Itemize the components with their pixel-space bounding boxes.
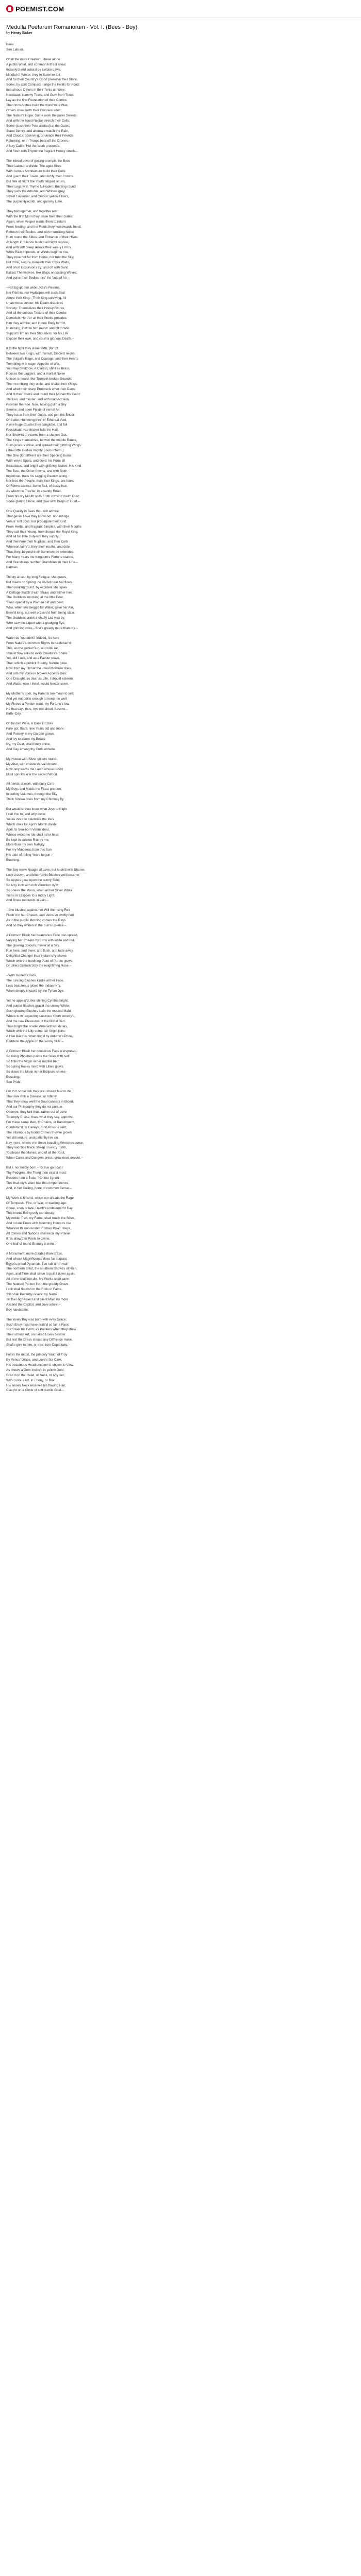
poem-line: Between two Kings, with Tumult, Discord reigns: (6, 351, 76, 355)
poem-line: Some (such their Post allotted) at the Gates, (6, 124, 70, 128)
poem-line: Narcissus' clammy Tears, and Gum from Trees, (6, 93, 75, 97)
poem-stanza (6, 42, 355, 53)
poem-line: Should flow alike to ev'ry Creature's Share. (6, 651, 69, 655)
poem-line: Unison is heard, like Trumpet-broken Sounds: (6, 377, 72, 381)
poem-line: --She blush'd; against her Will the rising Red (6, 908, 71, 912)
poem-line: Whose welcome Ide shall ne'er hear, (6, 833, 59, 837)
poem-line: When Cares and Dangers press, grow most devout.-- (6, 1156, 84, 1160)
poem-line: So shews the Moon, when all her Silver White (6, 888, 73, 892)
author-link[interactable]: Henry Baker (11, 31, 32, 35)
poem-line: The purple Hyacinth, and gummy Lime. (6, 200, 63, 204)
poem-line: They sacrifice black Sheep on ev'ry Tomb, (6, 1146, 67, 1150)
poem-stanza (6, 691, 355, 717)
poem-line: The Boy knew Nought of Love, but hush'd with Shame, (6, 868, 86, 872)
poem-line: Thirsty at last, by long Fatigue, she grows, (6, 575, 67, 579)
poem-line: A lazy Cattle: Hot the Work proceeds: (6, 144, 60, 148)
poem-line: So down the Moon in her Eclipses shows-- (6, 1070, 68, 1074)
poem-line: Come, soon or late, Death's undetermin'd Day, (6, 1206, 74, 1210)
poem-line: With curious Art, in Ebony, or Box: (6, 1378, 56, 1382)
poem-line: Whereon,fairly'd, they their Youths, and dole; (6, 545, 71, 549)
poem-line: See Labour. (6, 47, 24, 52)
poem-body (6, 42, 355, 1393)
poem-line: Stand Sentry, and alternate watch the Rain, (6, 129, 69, 133)
poem-line: That they know well the Soul consists in Blood, (6, 1100, 74, 1104)
poem-line: Sweet Lavender, and Crocus' yellow Flow'r, (6, 195, 69, 199)
poem-line: A public Weal, and common Int'rest know, (6, 62, 67, 66)
poem-line: My House with Silver glitters round: (6, 757, 57, 761)
byline-prefix: by (6, 31, 11, 35)
poem-line: Precipitate: Nor thicker falls the Hail, (6, 428, 59, 432)
poem-line: The Vulgar's Rage, and Courage, and their Hearts (6, 357, 78, 361)
poem-line: So spring Roses mix'd with Lillies glows (6, 1064, 63, 1069)
poem-line: My Altar, with chaste Vervain bound, (6, 762, 59, 766)
poem-line: Which with the Lilly some fair Virgin joins: (6, 1029, 66, 1033)
poem-line: His date of rolling Years begun.-- (6, 853, 54, 857)
poem-line: Observe, they talk thus, rather out of Love (6, 1110, 67, 1114)
poem-line: And whose Magnificence does far surpass (6, 1257, 68, 1261)
poem-line: The lovely Boy was born with ev'ry Grace; (6, 1317, 67, 1321)
poem-line: Then looking round, by Accident she spies (6, 585, 67, 589)
poem-line: Ascend the Capitol, and Jove adore.-- (6, 1302, 61, 1307)
poem-line: And purple Blushes grac'd the snowy White: (6, 1004, 70, 1008)
poem-line: He that says thus, trys not aloud, Bestow.-- (6, 707, 68, 711)
poem-line: See Pride. (6, 1080, 22, 1084)
poem-line: Of Tuscan Wine, a Cask in Store (6, 722, 54, 726)
poem-line: Besides I am a Beau--Not too I grant-- (6, 1176, 61, 1180)
logo-icon (6, 5, 13, 12)
poem-line: Yet still endure, and patiently live on. (6, 1136, 59, 1140)
poem-line: For these same Men, to Chains, or Banishment, (6, 1120, 75, 1124)
poem-line: A Cottage thatch'd with Straw, and thither hies. (6, 590, 74, 595)
poem-line: From feeding, and the Fields they homewards bend; (6, 225, 81, 229)
poem-line: Their Legs with Thyme full-laden: Bus'ring round (6, 184, 76, 189)
poem-line: So rising Phoebus paints the Skies with red: (6, 1055, 70, 1059)
poem-stanza (6, 998, 355, 1044)
poem-line: And guard their Towns, and fortify their Combs. (6, 174, 74, 178)
poem-line: And arm my Voice in broken Accents dies: (6, 672, 67, 676)
poem-stanza (6, 868, 355, 903)
poem-line: With very'd Spots, and Gold: his Form all (6, 459, 65, 463)
poem-line: Who, when she begg'd for Water, gave her Ale, (6, 606, 74, 610)
poem-line: But I, nor boldly born,--To true go boast (6, 1166, 63, 1170)
poem-line: Their utmost Art, on naked Loves bestow: (6, 1333, 66, 1337)
poem-line: My Boys and Maids the Feast prepare: (6, 787, 62, 791)
poem-line: From Nature's common Rights to be debarr'd: (6, 641, 72, 645)
poem-line: And short Excursions try; and oft with Sand (6, 266, 69, 270)
poem-line: The Kings themselves, betwixt the middle Ranks, (6, 438, 77, 443)
poem-line: Whate'er th' unbounded Roman Pow'r obeys, (6, 1227, 72, 1231)
poem-line: Be kept in solemn Rite by me, (6, 838, 50, 842)
poem-line: Such Envy must have prais'd so fair a Face: (6, 1323, 70, 1327)
poem-line: My Work is finish'd, which nor dreads the Rage (6, 1196, 74, 1200)
poem-line: And therefore their Nuptials, and their Cells (6, 540, 69, 544)
poem-stanza (6, 285, 355, 342)
poem-line: For Many Years the Kingdom's Fortune stands, (6, 555, 74, 560)
poem-line: And with the liquid Nectar stretch their Cells: (6, 118, 70, 123)
poem-line: --Not Egypt, nor wide Lydia's Realms, (6, 285, 60, 290)
poem-line: Of all the mute Creation, These alone (6, 57, 60, 61)
poem-line: Now only wants the Lamb whose Blood (6, 767, 63, 771)
poem-line: His beauteous Head uncover'd, shown to View: (6, 1363, 74, 1367)
poem-line: Which with the bord'ring Paint of Purple glows: (6, 959, 73, 963)
poem-line: Birth--Day. (6, 712, 22, 716)
poem-line: And Clouds; observing, or unlade their Friends (6, 134, 73, 138)
poem-line: And fit their Claws and round their Monarch's Court (6, 393, 80, 396)
poem-line: One half of round Eternity is mine.-- (6, 1242, 58, 1246)
poem-line: And all the curious Texture of their Combs (6, 311, 67, 315)
poem-line: Where to th' expecting Lustrous Youth convey'd, (6, 1014, 76, 1018)
poem-stanza (6, 1196, 355, 1247)
poem-line: The glowing Colours, newer at a Sky, (6, 943, 60, 947)
site-logo[interactable] (6, 5, 64, 13)
poem-line: Still shall Posterity revere my Name: (6, 1293, 59, 1296)
poem-line: Run here, and there, and flush, and fade away. (6, 948, 74, 953)
poem-line: (Their little Bodies mighty Souls inform.) (6, 448, 64, 452)
poem-line: Brew'd long, but well preserv'd from being stale. (6, 611, 75, 615)
poem-line: Shafts give to him, or else from Cupid take.-- (6, 1343, 71, 1347)
poem-line: Turns in Eclipses to a ruddy Light, (6, 893, 55, 897)
poem-stanza (6, 575, 355, 631)
poem-line: For tho' some talk they less should fear to die, (6, 1090, 73, 1094)
poem-line: Beauteous, and bright with glitt'ring Scales: His Kind (6, 464, 81, 468)
poem-line: Support Him on their Shoulders: for his Life (6, 332, 69, 336)
poem-line: So tinks the Virgin in her nuptial Bed: (6, 1059, 60, 1063)
poem-line: The Goddess knocking at the little Door, (6, 596, 64, 600)
poem-line: Egypt's proud Pyramids, I've rais'd:--In vain (6, 1262, 69, 1266)
poem-line: Humming, incloze him round: and oft in War (6, 327, 70, 331)
poem-line: And all his little Subjects they supply; (6, 535, 60, 539)
poem-line: Others shew forth their Colonies adult, (6, 108, 62, 112)
poem-line: His snowy Neck receives his flowing Hair, (6, 1383, 66, 1387)
poem-line: If 'tis allow'd to Poets to divine, (6, 1236, 51, 1241)
poem-line: One Draught, as dear as Life, I should esteem, (6, 677, 74, 681)
poem-line: Some glaring Shine, and glow with Drops of Gold.-- (6, 500, 80, 504)
poem-line: A Monument, more durable than Brass, (6, 1251, 63, 1256)
poem-line: The Nation's Hope: Some work the purer Sweets (6, 113, 77, 117)
poem-stanza (6, 1089, 355, 1161)
poem-line: Thicken, and muster: and with loud Acclaim (6, 397, 69, 401)
poem-line: This mortal Being only can decay; (6, 1211, 55, 1215)
poem-line: For my Mæcenas from this Sun (6, 848, 52, 852)
poem-stanza (6, 346, 355, 504)
poem-line: They issue from their Gates, and join the Shock (6, 413, 75, 417)
poem-line: And so they whiten at the Sun's up--rise.-- (6, 924, 67, 928)
poem-line: Tho' that city's Want has thou Impertinence, (6, 1181, 69, 1185)
poem-line: With curious Architecture build their Cells: (6, 169, 67, 173)
poem-line: As when the Trav'ler, in a sandy Road, (6, 489, 62, 494)
poem-line: You may foreknow. A Clarion, shrill as Brass, (6, 367, 71, 371)
poem-line: And poise their Bodies thro' the Void of Air.-- (6, 276, 70, 280)
poem-stanza (6, 933, 355, 969)
poem-line: Demolish: He o'er all their Works presides: (6, 316, 68, 320)
poem-line: More than my own Nativity: (6, 843, 45, 847)
poem-line: To empty Praise, than, what they say, approve. (6, 1115, 74, 1119)
poem-line: And, in her Calling, none of common Sense.-- (6, 1186, 72, 1190)
poem-byline (6, 31, 355, 35)
poem-line: Expose their own, and court a glorious Death.-- (6, 336, 74, 341)
poem-stanza (6, 1317, 355, 1348)
poem-line: Now from my Throat the usual Moisture dries, (6, 667, 72, 671)
poem-line: Rouses the Laggers; and a martial Noise (6, 372, 65, 376)
poem-line: My Fleece a Portion want, my Fortune's low: (6, 702, 70, 706)
poem-line: Clasp'd on a Circle of soft ductile Gold.-- (6, 1388, 64, 1393)
poem-line: So Apples glow upon the sunny Side; (6, 878, 60, 882)
poem-line: Who saw the Liquor with a grudging Eye, (6, 621, 65, 625)
poem-line: Fare got, that's nine Years old and more: (6, 727, 65, 731)
poem-line: A Hue like this, when ting'd by Autumn's Pride, (6, 1035, 73, 1039)
poem-line: All Climes and Nations shall recal my Praise: (6, 1232, 71, 1236)
poem-line: Less beauteous glows the Indian Iv'ry, (6, 984, 61, 988)
main-content (0, 18, 361, 1393)
poem-line: Industrious Others in their Tents at home, (6, 88, 66, 92)
poem-stanza (6, 636, 355, 687)
poem-line: Hum round the Sides, and Entrance of their Hives: (6, 235, 79, 239)
poem-line: With the first Morn they issue from their Gates: (6, 215, 73, 219)
poem-line: Nor less the People, than their Kings, are found (6, 479, 75, 483)
poem-line: Inglorious, trails his sagging Paunch along. (6, 474, 68, 478)
poem-stanza (6, 1352, 355, 1393)
poem-line: Till the High-Priest and silent Maid no more (6, 1297, 69, 1301)
poem-line: And Parsley in my Garden grows, (6, 732, 55, 736)
poem-line: Of Tempests, Fire, or War, or wasting age: (6, 1201, 67, 1205)
poem-line: By Venus' Grace, and Love's fair Care, (6, 1358, 62, 1362)
poem-line: Ballast Themselves, like Ships on tossing Waves; (6, 271, 77, 275)
poem-line: Flush'd in her Cheeks, and Veins so swiftly fled: (6, 913, 75, 918)
poem-line: Yet, still I ask, and as a Favour crave, (6, 656, 60, 660)
poem-title: Medulla Poetarum Romanorum - Vol. I. (Bees - Boy) (6, 24, 138, 30)
poem-line: Nor Show'rs of Acorns from a shaken Oak. (6, 433, 68, 437)
poem-line: Than live with a Disease, or Infamy: (6, 1095, 58, 1099)
poem-line: I still shall flourish in the Rolls of Fame, (6, 1287, 62, 1292)
poem-line: The Noblest Portion from the greedy Grave: (6, 1282, 70, 1286)
poem-line: You're more to celebrate the Ides (6, 817, 54, 821)
poem-line: A Crimson Blush her conscious Face o'erspread-- (6, 1049, 78, 1054)
site-header (0, 0, 361, 18)
poem-line: 'Twas open'd by a Woman old and poor; (6, 601, 64, 605)
poem-line: Boy handsome. (6, 1308, 29, 1312)
poem-line: Adore their King.--Their King surviving, All (6, 296, 67, 300)
poem-line: And Gay among thy Curls entwine. (6, 747, 57, 751)
poem-line: And grinning cries,--She's greedy more than dry.-- (6, 626, 78, 630)
poem-line: Boasting. (6, 1075, 20, 1079)
poem-line: Lay as the first Foundation of their Combs: (6, 98, 68, 103)
poem-line: --With modest Grace, (6, 974, 37, 978)
poem-line: That genial Love they know not, nor indulge (6, 514, 69, 518)
poem-line: And Ivy to adorn thy Brows: (6, 737, 46, 741)
poem-line: When deeply tinctur'd by the Tyrian Dye. (6, 989, 64, 993)
poem-line: My Mother's poor, my Parents too mean to sell; (6, 691, 74, 696)
poem-line: And fresh with Thyme the fragrant Honey smells.-- (6, 149, 79, 154)
poem-line: Delightful Change! thus Indian Iv'ry shows (6, 954, 67, 958)
poem-line: Blushing. (6, 858, 20, 862)
poem-line: Such glowing Blushes stain the modest Maid, (6, 1009, 72, 1013)
poem-line: The Infamous by horrid Crimes they've grown. (6, 1130, 73, 1134)
poem-line: The Goddess drank a chuffy Lad was by, (6, 616, 65, 620)
poem-line: From his dry Mouth spits Froth convinc'd with Dust: (6, 495, 80, 499)
poem-line: A one huge Cluster they conglobe, and fall (6, 423, 68, 427)
poem-stanza (6, 757, 355, 777)
poem-line: Thy Pedigree, the Thing thou valu'st most: (6, 1171, 67, 1175)
poem-line: A Crimson Blush her beauteous Face o'er-spread, (6, 934, 78, 937)
poem-line: My nobler Part, my Fame, shall reach the Skies, (6, 1216, 76, 1221)
poem-line: But drink, secure, beneath their City's Walls, (6, 261, 70, 265)
poem-line: The One (for diff'rent are their Species) burns (6, 453, 72, 457)
poem-stanza (6, 721, 355, 752)
poem-line: Provoke the Foe. Now, having got'n a Sky (6, 402, 67, 406)
poem-stanza (6, 57, 355, 154)
poem-line: Trembling with eager Appetite of War, (6, 362, 60, 366)
poem-line: As in the purple Morning comes the Rays (6, 919, 66, 923)
poem-line: Nay more, where-e'er these boasting Wretches come, (6, 1141, 84, 1145)
poem-line: Reddens the Apple on the sunny Side.-- (6, 1040, 64, 1044)
poem-line: This, as the genial Sun, and vital Air, (6, 646, 59, 650)
poem-line: And with soft Sleep relieve their weary Limbs. (6, 245, 72, 249)
logo-text: POEMIST.COM (15, 5, 64, 13)
poem-line: All of me shall not die: My Works shall save (6, 1277, 69, 1281)
poem-line: The inbred Love of getting prompts the Bees (6, 159, 71, 163)
poem-line: Yet he appear'd, like shining Cynthia bright, (6, 998, 69, 1003)
poem-line: Thus bright the scarlet Amaranthus shines, (6, 1024, 68, 1028)
poem-line: Conspicuous shine, and spread their glitt'ring Wings: (6, 444, 82, 448)
poem-line: Then Inco'Arches build the wond'rous Wax. (6, 103, 69, 107)
poem-line: The running Blushes kindle all her Face. (6, 979, 64, 983)
poem-line: Look'd down, and blush'd his Blushes well became: (6, 873, 80, 877)
poem-line: In curling Volumes, through the Sky (6, 792, 58, 796)
poem-line: Serene, and open Fields of vernal Air, (6, 408, 61, 412)
poem-line: But late at Night the Youth fatigu'd return, (6, 179, 65, 183)
poem-stanza (6, 973, 355, 994)
poem-line: And Brass resounds in vain.-- (6, 899, 49, 903)
poem-line: Him they admire; and in one Body form'd, (6, 321, 66, 326)
poem-line: Again, when Vesper warns them to return (6, 220, 66, 224)
poem-line: To please the Manes; and of all the Rout, (6, 1151, 65, 1155)
poem-stanza (6, 209, 355, 281)
poem-line: They cull their Young; from thence the Royal King, (6, 530, 78, 534)
poem-line: Refresh their Bodies, and with murm'ring Noise (6, 230, 74, 234)
poem-line: Water do You drink? Indeed, 'tis hard (6, 636, 59, 640)
poem-line: Mindful of Winter, they in Summer toil: (6, 73, 61, 77)
poem-line: Varying her Cheeks by turns with white and red. (6, 938, 75, 942)
poem-line: And the new Pleasures of the Bridal Bed. (6, 1019, 65, 1023)
poem-line: Of Forms distinct: Some foul, of dusty hue, (6, 484, 68, 488)
poem-line: I call You to, and why invite: (6, 812, 46, 816)
poem-line: They rove not far from Home, nor trust the Sky; (6, 256, 74, 260)
poem-line: As shows a Gem inclos'd in yellow Gold, (6, 1368, 64, 1372)
poem-line: Their Labour to divide: The aged Sires (6, 164, 61, 168)
poem-line: The Best; the Other frowns, and with Sloth (6, 469, 68, 473)
poem-stanza (6, 159, 355, 205)
poem-line: And whet their sharp Proboscis whet their Darts; (6, 387, 76, 392)
poem-line: And Grandsires number Grandsires in their Line.-- (6, 561, 78, 564)
poem-line: One Quality in Bees thou wilt admire: (6, 509, 60, 513)
poem-stanza (6, 1165, 355, 1191)
poem-line: At length in Silence hush'd all Night repose, (6, 240, 69, 244)
poem-line: Full in the midst, the princely Youth of Troy (6, 1353, 68, 1357)
poem-line: Or Lillies damask'd by the neighb'ring Rose.-- (6, 964, 72, 968)
poem-line: But would'st thou know what Joys to-Night (6, 807, 67, 811)
poem-line: Bees (6, 43, 14, 46)
poem-line: Must sprinkle o'er the sacred Wood. (6, 772, 58, 776)
poem-line: Batman. (6, 565, 19, 569)
poem-line: Society: Themselves their Honey-Stores, (6, 306, 65, 310)
poem-stanza (6, 509, 355, 570)
poem-line: And Water, now I thirst, would Nectar seem.-- (6, 682, 72, 686)
poem-line: All hands at work, with busy Care (6, 782, 55, 786)
poem-line: Nor Parthia, nor Hydaspes will such Zeal (6, 291, 65, 295)
poem-line: Indissly'd and subsist by certain Laws. (6, 67, 61, 72)
poem-line: They suck the Arbutus, and Willows grey, (6, 190, 65, 194)
poem-line: And yet not polite enough to keep me well; (6, 697, 68, 701)
poem-line: But meets no Spring; no Riv'let near her flows. (6, 580, 73, 584)
poem-line: Some, by joint Compact, range the Fields for Food; (6, 83, 80, 87)
poem-line: And our Philosophy they do not pursue. (6, 1105, 63, 1109)
poem-line: That, which a publick Bounty, Nature gave. (6, 662, 68, 666)
poem-line: Of Battle: Humming thro' th' Ethereal Void, (6, 418, 67, 422)
poem-line: Condemn'd; to Galleys, or to Prisons sent; (6, 1125, 67, 1129)
poem-line: If to the fight they issue forth, (for oft (6, 346, 58, 350)
poem-line: And to late Times with blooming Honours rise: (6, 1222, 73, 1226)
poem-line: April, to Sea-born Venus dear, (6, 827, 50, 832)
poem-line: Which does for April's Month divide: (6, 822, 58, 826)
poem-line: While Rain impends, or Winds begin to rise, (6, 250, 70, 255)
poem-line: Such was his Form, as Painters when they shew (6, 1328, 76, 1332)
poem-stanza (6, 782, 355, 802)
poem-line: Venus' soft Joys; nor propagate their Kind: (6, 519, 68, 523)
poem-line: They toil together, and together rest: (6, 210, 59, 214)
poem-line: So Iv'ry look with rich Vermilion dy'd; (6, 883, 59, 887)
poem-stanza (6, 1251, 355, 1313)
poem-line: The northern Blast, the southern Show'rs of Rain, (6, 1267, 77, 1271)
poem-line: Thick Smoke does from my Chimney fly. (6, 798, 64, 802)
poem-line: But lest the Dress should any Diff'rence make, (6, 1338, 73, 1342)
poem-line: Ages, and Time shall strive to pull it down again. (6, 1272, 76, 1276)
poem-stanza (6, 1049, 355, 1084)
poem-line: Ivy, my Dear, shall finely shine, (6, 742, 51, 746)
poem-line: Unanimous concur: his Death dissolves (6, 301, 63, 305)
poem-line: Grac'd on the Head, or Neck, or lv'ry set, (6, 1373, 65, 1377)
poem-line: And for their Country's Good preserve their Store. (6, 78, 78, 82)
poem-stanza (6, 807, 355, 863)
poem-stanza (6, 908, 355, 928)
poem-line: Returning; or in Troops beat off the Drones, (6, 139, 69, 143)
poem-line: From Herbs, and fragrant Simples, with their Mouths (6, 524, 81, 529)
poem-line: Thus they, beyond their Summers be extended, (6, 550, 75, 554)
poem-line: Then trembling they unite, and shake their Wings; (6, 382, 78, 386)
